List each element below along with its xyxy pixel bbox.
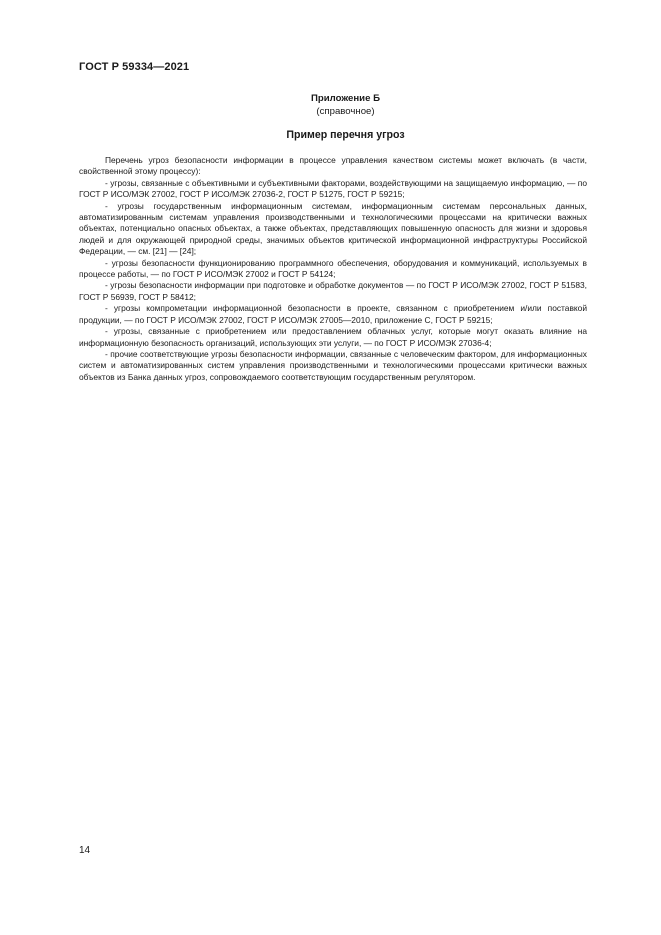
annex-title: Приложение Б (311, 93, 380, 104)
page-number: 14 (79, 845, 91, 856)
paragraph-intro: Перечень угроз безопасности информации в процессе управления качеством системы может включать (в части, свойственной этому процессу): (79, 155, 587, 177)
annex-note: (справочное) (316, 106, 375, 117)
section-title: Пример перечня угроз (286, 129, 405, 141)
paragraph-list-item: - прочие соответствующие угрозы безопасности информации, связанные с человеческим фактором, для информационных систем и автоматизированных систем управления производственными и технологическими процессами критически важных объектов из Банка данных угроз, сопровождаемого соответствующим государственным регулятором. (79, 348, 587, 382)
paragraph-list-item: - угрозы, связанные с объективными и субъективными факторами, воздействующими на защищаемую информацию, — по ГОСТ Р ИСО/МЭК 27002, ГОСТ Р ИСО/МЭК 27036-2, ГОСТ Р 51275, ГОСТ Р 59215; (79, 177, 587, 200)
body-text (79, 155, 587, 383)
paragraph-list-item: - угрозы безопасности функционированию программного обеспечения, оборудования и коммуникаций, используемых в процессе работы, — по ГОСТ Р ИСО/МЭК 27002 и ГОСТ Р 54124; (79, 257, 587, 280)
document-header-standard: ГОСТ Р 59334—2021 (79, 61, 190, 73)
annex-heading (0, 92, 661, 118)
paragraph-list-item: - угрозы государственным информационным системам, информационным системам персональных данных, автоматизированным системам управления производственными и технологическими процессами на критически важных объектах, потенциально опасных объектах, а также объектах, представляющих повышенную опасность для жизни и здоровья людей и для окружающей природной среды, значимых объектов критической информационной инфраструктуры Российской Федерации, — см. [21] — [24]; (79, 200, 587, 257)
paragraph-list-item: - угрозы безопасности информации при подготовке и обработке документов — по ГОСТ Р ИСО/МЭК 27002, ГОСТ Р 51583, ГОСТ Р 56939, ГОСТ Р 58412; (79, 280, 587, 302)
paragraph-list-item: - угрозы, связанные с приобретением или предоставлением облачных услуг, которые могут оказать влияние на информационную безопасность организаций, использующих эти услуги, — по ГОСТ Р ИСО/МЭК 27036-4; (79, 326, 587, 348)
paragraph-list-item: - угрозы компрометации информационной безопасности в проекте, связанном с приобретением и/или поставкой продукции, — по ГОСТ Р ИСО/МЭК 27002, ГОСТ Р ИСО/МЭК 27005—2010, приложение С, ГОСТ Р 59215; (79, 303, 587, 325)
